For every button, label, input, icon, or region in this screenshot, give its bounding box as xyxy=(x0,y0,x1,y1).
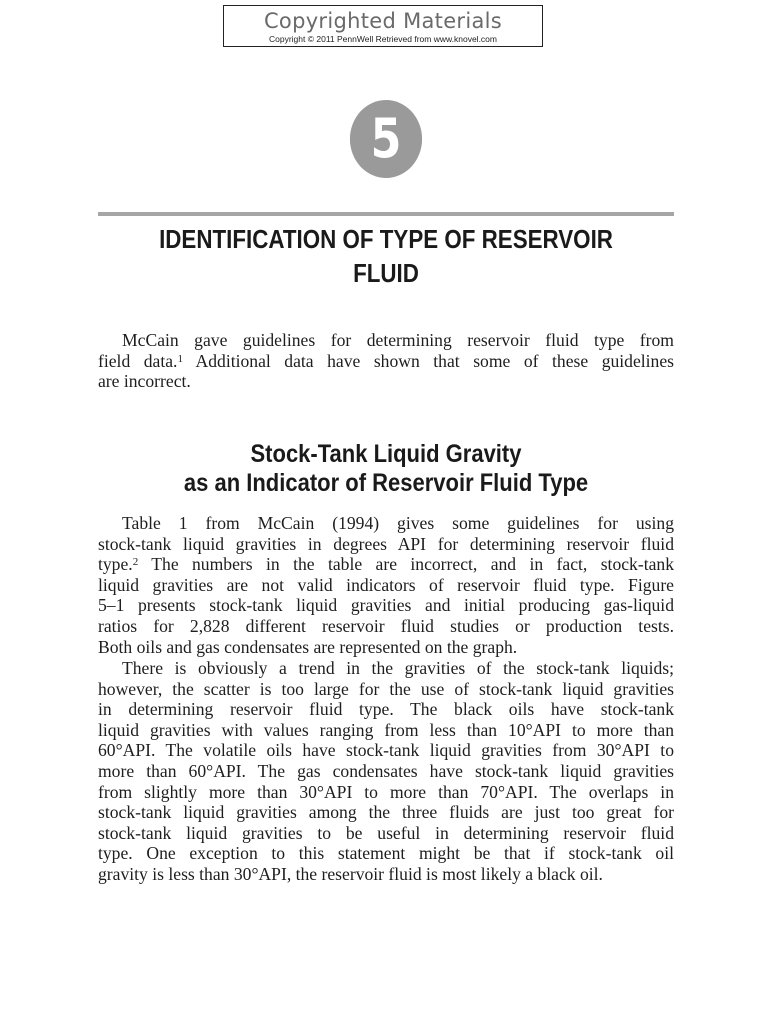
chapter-title: IDENTIFICATION OF TYPE OF RESERVOIR FLUID xyxy=(159,224,613,288)
paragraph-line: from slightly more than 30°API to more than 70°API. The overlaps in xyxy=(98,781,674,802)
paragraph-line: McCain gave guidelines for determining reservoir fluid type from xyxy=(122,330,674,350)
footnote-marker[interactable]: 1 xyxy=(177,352,183,365)
paragraph-line: ratios for 2,828 different reservoir fluid studies or production tests. xyxy=(98,615,674,636)
paragraph-line: 60°API. The volatile oils have stock-tank liquid gravities from 30°API to xyxy=(98,740,674,761)
copyright-title: Copyrighted Materials xyxy=(263,9,503,33)
paragraph-line: liquid gravities with values ranging from less than 10°API to more than xyxy=(98,719,674,740)
paragraph-line: type. One exception to this statement might be that if stock-tank oil xyxy=(98,843,674,864)
line-text: field data. xyxy=(98,350,178,371)
chapter-divider xyxy=(98,212,674,216)
copyright-banner xyxy=(223,5,543,47)
paragraph-line: gravity is less than 30°API, the reservoir fluid is most likely a black oil. xyxy=(98,863,603,884)
paragraph-line: stock-tank liquid gravities to be useful in determining reservoir fluid xyxy=(98,822,674,843)
paragraph-line: more than 60°API. The gas condensates have stock-tank liquid gravities xyxy=(98,760,674,781)
chapter-number-badge: 5 xyxy=(350,100,422,178)
table-guidelines-paragraph xyxy=(98,513,674,657)
paragraph-line: stock-tank liquid gravities among the three fluids are just too great for xyxy=(98,802,674,823)
paragraph-line: however, the scatter is too large for the use of stock-tank liquid gravities xyxy=(98,678,674,699)
paragraph-line: are incorrect. xyxy=(98,371,191,392)
trend-paragraph xyxy=(98,658,674,885)
paragraph-line: Table 1 from McCain (1994) gives some guidelines for using xyxy=(122,513,674,533)
section-heading-line: Stock-Tank Liquid Gravity xyxy=(250,440,522,468)
intro-paragraph xyxy=(98,330,674,392)
footnote-marker[interactable]: 2 xyxy=(132,556,139,569)
line-text: type. xyxy=(98,554,133,575)
paragraph-line: in determining reservoir fluid type. The black oils have stock-tank xyxy=(98,699,674,720)
paragraph-line xyxy=(98,554,674,575)
paragraph-line xyxy=(98,351,674,372)
line-text: The numbers in the table are incorrect, and in fact, stock-tank xyxy=(138,554,674,575)
paragraph-line: Both oils and gas condensates are represented on the graph. xyxy=(98,636,518,657)
section-heading xyxy=(133,440,640,498)
paragraph-line: liquid gravities are not valid indicators of reservoir fluid type. Figure xyxy=(98,574,674,595)
paragraph-line: There is obviously a trend in the gravities of the stock-tank liquids; xyxy=(122,658,674,678)
line-text: Additional data have shown that some of these guidelines xyxy=(182,350,675,371)
copyright-notice: Copyright © 2011 PennWell Retrieved from www.knovel.com xyxy=(269,34,497,44)
section-heading-line: as an Indicator of Reservoir Fluid Type xyxy=(183,469,589,497)
paragraph-line: stock-tank liquid gravities in degrees API for determining reservoir fluid xyxy=(98,533,674,554)
paragraph-line: 5–1 presents stock-tank liquid gravities and initial producing gas-liquid xyxy=(98,595,674,616)
